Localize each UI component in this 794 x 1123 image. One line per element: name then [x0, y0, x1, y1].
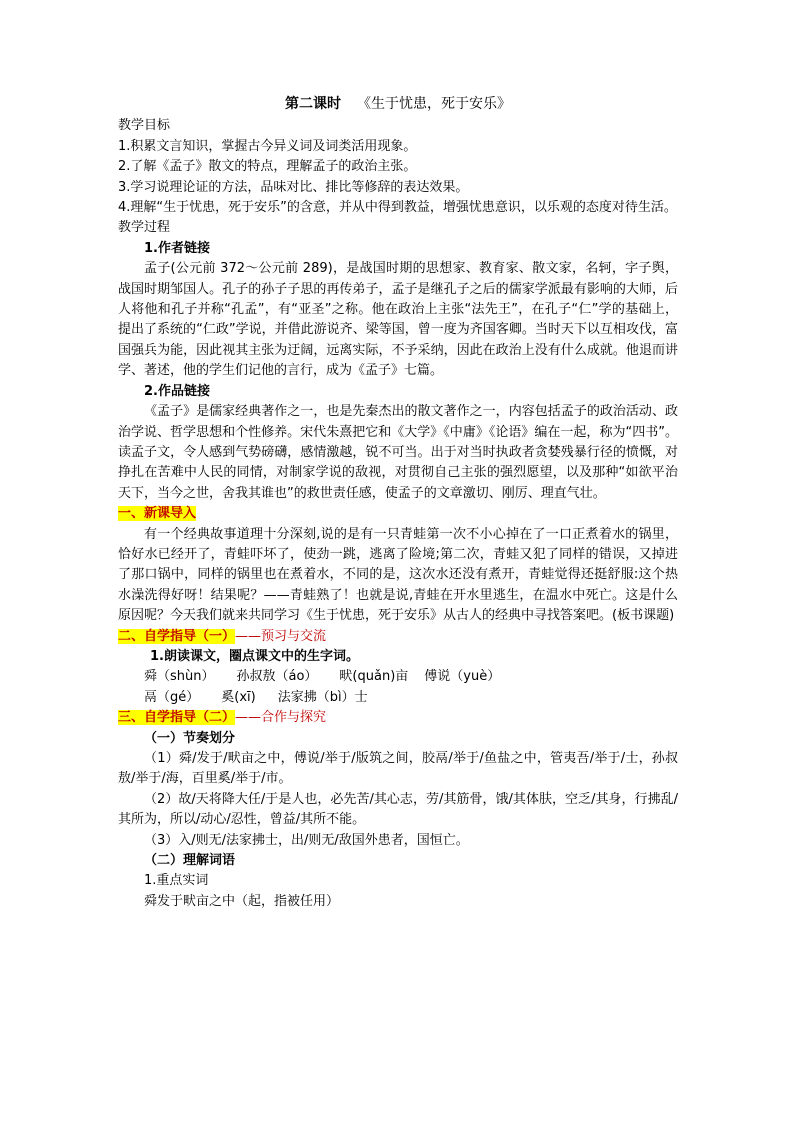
rhythm-item-2: （2）故/天将降大任/于是人也，必先苦/其心志，劳/其筋骨，饿/其体肤，空乏/其身，行拂乱/其所为，所以/动心/忍性，曾益/其所不能。: [118, 791, 678, 828]
section2-heading-line: [118, 627, 678, 647]
vocab-word: 鬲（gé）: [144, 689, 200, 705]
section2-task: 1.朗读课文，圈点课文中的生字词。: [150, 648, 359, 664]
page-title: [118, 94, 678, 114]
section1-text: 有一个经典故事道理十分深刻,说的是有一只青蛙第一次不小心掉在了一口正煮着水的锅里，恰好水已经开了，青蛙吓坏了，使劲一跳，逃离了险境;第二次，青蛙又犯了同样的错误，又掉进了那口锅中，同样的锅里也在煮着水，不同的是，这次水还没有煮开，青蛙觉得还挺舒服:这个热水澡洗得好呀！结果呢？——青蛙熟了！也就是说,青蛙在开水里逃生，在温水中死亡。这是什么原因呢？今天我们就来共同学习《生于忧患，死于安乐》从古人的经典中寻找答案吧。(板书课题): [118, 526, 678, 624]
author-text: 孟子(公元前 372～公元前 289)，是战国时期的思想家、教育家、散文家，名轲，字子舆，战国时期邹国人。孔子的孙子子思的再传弟子，孟子是继孔子之后的儒家学派最有影响的大师，后人将他和孔子并称“孔孟”，有“亚圣”之称。他在政治上主张“法先王”，在孔子“仁”学的基础上，提出了系统的“仁政”学说，并借此游说齐、梁等国，曾一度为齐国客卿。当时天下以互相攻伐，富国强兵为能，因此视其主张为迂阔，远离实际，不予采纳，因此在政治上没有什么成就。他退而讲学、著述，他的学生们记他的言行，成为《孟子》七篇。: [118, 261, 678, 379]
vocab-word: 奚(xī): [221, 689, 256, 705]
vocab-heading: （二）理解词语: [144, 853, 236, 869]
goal-item-1: 1.积累文言知识，掌握古今异义词及词类活用现象。: [118, 138, 417, 154]
title-text: 《生于忧患，死于安乐》: [357, 96, 511, 112]
section3-subtitle: ——合作与探究: [235, 710, 327, 726]
rhythm-heading: （一）节奏划分: [144, 730, 236, 746]
title-lesson: 第二课时: [285, 96, 341, 112]
vocab-word: 法家拂（bì）士: [277, 689, 368, 705]
vocab-word: 傅说（yuè）: [424, 669, 501, 685]
key-word-example: 舜发于畎亩之中（起，指被任用）: [144, 893, 340, 909]
vocab-row-1: [118, 667, 678, 687]
document-page: [118, 94, 678, 912]
section2-heading: 二、自学指导（一）: [118, 628, 236, 644]
work-text: 《孟子》是儒家经典著作之一，也是先秦杰出的散文著作之一，内容包括孟子的政治活动、政治学说、哲学思想和个性修养。宋代朱熹把它和《大学》《中庸》《论语》编在一起，称为“四书”。读孟子文，令人感到气势磅礴，感情激越，锐不可当。出于对当时执政者贪婪残暴行径的愤慨，对挣扎在苦难中人民的同情，对制家学说的敌视，对贯彻自己主张的强烈愿望，以及那种“如欲平治天下，当今之世，舍我其谁也”的救世责任感，使孟子的文章激切、刚厉、理直气壮。: [118, 404, 678, 501]
goal-item-2: 2.了解《孟子》散文的特点，理解孟子的政治主张。: [118, 159, 417, 175]
process-heading: 教学过程: [118, 220, 171, 236]
section3-heading: 三、自学指导（二）: [118, 710, 236, 726]
goal-item-4: 4.理解“生于忧患，死于安乐”的含意，并从中得到教益，增强忧患意识，以乐观的态度对待生活。: [118, 200, 677, 216]
section1-heading-line: [118, 504, 678, 524]
vocab-word: 畎(quǎn)亩: [339, 669, 409, 685]
section3-heading-line: [118, 708, 678, 728]
vocab-word: 孙叔敖（áo）: [236, 669, 318, 685]
section2-subtitle: ——预习与交流: [235, 628, 327, 644]
section1-heading: 一、新课导入: [118, 506, 197, 522]
author-heading: 1.作者链接: [144, 240, 210, 256]
goals-heading: 教学目标: [118, 118, 171, 134]
vocab-word: 舜（shùn）: [144, 669, 215, 685]
rhythm-item-3: （3）入/则无/法家拂士，出/则无/敌国外患者，国恒亡。: [144, 832, 469, 848]
goal-item-3: 3.学习说理论证的方法，品味对比、排比等修辞的表达效果。: [118, 179, 469, 195]
key-words-heading: 1.重点实词: [144, 873, 209, 889]
work-heading: 2.作品链接: [144, 383, 210, 399]
rhythm-item-1: （1）舜/发于/畎亩之中，傅说/举于/版筑之间，胶鬲/举于/鱼盐之中，管夷吾/举于/士，孙叔敖/举于/海，百里奚/举于/市。: [118, 751, 678, 787]
vocab-row-2: [118, 688, 678, 708]
